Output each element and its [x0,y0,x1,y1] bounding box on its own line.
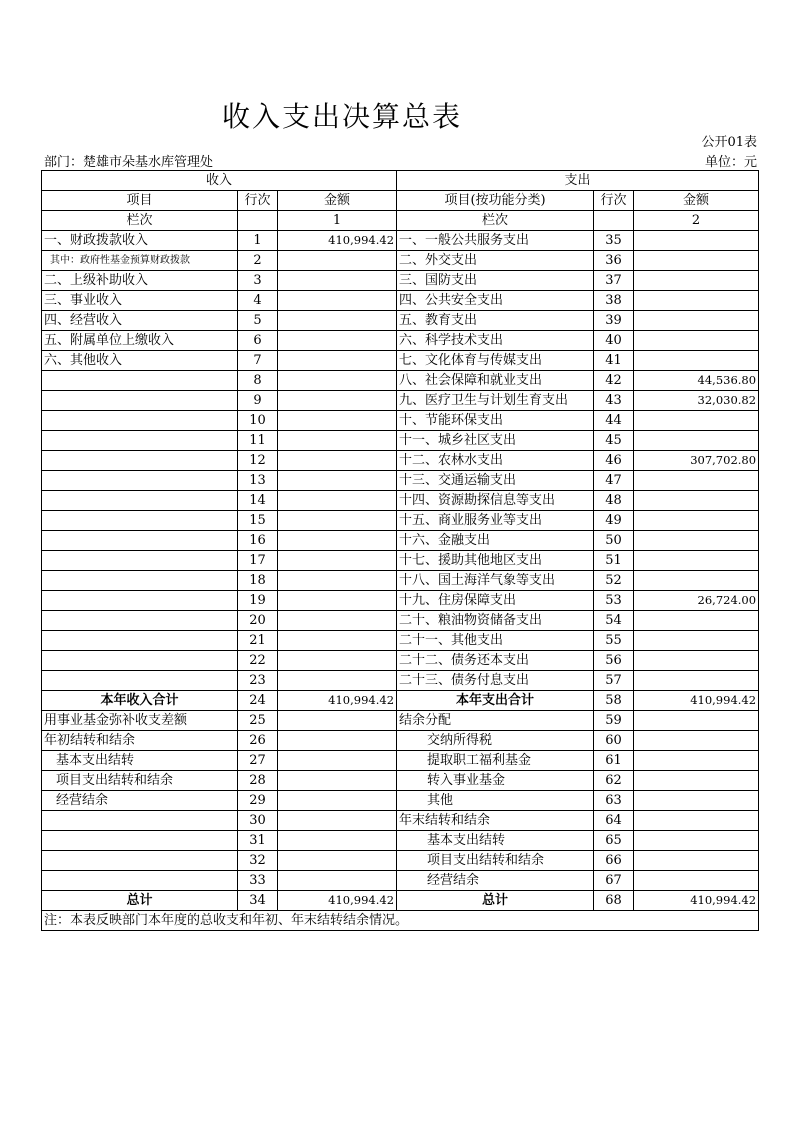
expense-item-cell: 十八、国土海洋气象等支出 [397,571,594,591]
income-item-cell [42,531,238,551]
income-amount-cell [278,651,397,671]
expense-amount-cell [634,831,759,851]
header-expense-amount: 金额 [634,191,759,211]
income-line-cell: 10 [238,411,278,431]
income-amount-cell [278,511,397,531]
income-item-cell [42,811,238,831]
expense-item-cell: 二、外交支出 [397,251,594,271]
income-item-cell [42,591,238,611]
income-item-cell: 三、事业收入 [42,291,238,311]
expense-amount-cell: 410,994.42 [634,891,759,911]
note-row [42,911,759,931]
table-row [42,731,759,751]
lanci-row [42,211,759,231]
income-line-cell: 4 [238,291,278,311]
expense-item-cell: 四、公共安全支出 [397,291,594,311]
expense-amount-cell: 410,994.42 [634,691,759,711]
income-expense-table [41,170,759,931]
income-line-cell: 17 [238,551,278,571]
table-row [42,611,759,631]
income-item-cell: 项目支出结转和结余 [42,771,238,791]
income-item-cell [42,431,238,451]
expense-amount-cell [634,851,759,871]
expense-line-cell: 66 [594,851,634,871]
income-amount-cell [278,811,397,831]
table-row [42,811,759,831]
income-amount-cell [278,371,397,391]
expense-line-cell: 41 [594,351,634,371]
income-line-cell: 29 [238,791,278,811]
table-row [42,311,759,331]
table-row [42,271,759,291]
expense-line-cell: 43 [594,391,634,411]
expense-item-cell: 十七、援助其他地区支出 [397,551,594,571]
expense-line-cell: 54 [594,611,634,631]
expense-line-cell: 39 [594,311,634,331]
income-item-cell: 本年收入合计 [42,691,238,711]
income-amount-cell [278,331,397,351]
expense-line-cell: 53 [594,591,634,611]
expense-line-cell: 60 [594,731,634,751]
income-line-cell: 6 [238,331,278,351]
lanci-number-1: 1 [278,211,397,231]
expense-amount-cell [634,291,759,311]
income-amount-cell [278,611,397,631]
expense-amount-cell: 26,724.00 [634,591,759,611]
income-amount-cell [278,831,397,851]
income-line-cell: 5 [238,311,278,331]
expense-line-cell: 37 [594,271,634,291]
income-amount-cell [278,291,397,311]
table-row [42,491,759,511]
income-amount-cell [278,631,397,651]
income-amount-cell [278,711,397,731]
income-item-cell [42,451,238,471]
expense-item-cell: 总计 [397,891,594,911]
expense-amount-cell [634,491,759,511]
expense-amount-cell [634,331,759,351]
income-amount-cell [278,571,397,591]
income-amount-cell [278,451,397,471]
lanci-number-2: 2 [634,211,759,231]
expense-amount-cell [634,571,759,591]
income-line-cell: 33 [238,871,278,891]
expense-amount-cell [634,471,759,491]
table-row [42,371,759,391]
income-item-cell [42,491,238,511]
expense-line-cell: 64 [594,811,634,831]
income-line-cell: 12 [238,451,278,471]
income-line-cell: 14 [238,491,278,511]
expense-line-cell: 35 [594,231,634,251]
expense-amount-cell [634,671,759,691]
income-item-cell [42,371,238,391]
income-line-cell: 18 [238,571,278,591]
income-amount-cell [278,731,397,751]
table-row [42,551,759,571]
form-code: 公开01表 [701,135,757,150]
income-item-cell [42,851,238,871]
income-item-cell [42,511,238,531]
income-line-cell: 15 [238,511,278,531]
income-line-cell: 8 [238,371,278,391]
income-item-cell: 六、其他收入 [42,351,238,371]
expense-item-cell: 八、社会保障和就业支出 [397,371,594,391]
income-item-cell [42,671,238,691]
income-line-cell: 24 [238,691,278,711]
expense-amount-cell [634,871,759,891]
income-item-cell: 四、经营收入 [42,311,238,331]
income-amount-cell [278,671,397,691]
lanci-label-income: 栏次 [42,211,238,231]
income-item-cell: 年初结转和结余 [42,731,238,751]
header-income-item: 项目 [42,191,238,211]
expense-item-cell: 一、一般公共服务支出 [397,231,594,251]
income-amount-cell [278,271,397,291]
table-row [42,351,759,371]
table-row [42,711,759,731]
expense-item-cell: 七、文化体育与传媒支出 [397,351,594,371]
table-row [42,231,759,251]
expense-line-cell: 58 [594,691,634,711]
income-line-cell: 30 [238,811,278,831]
income-amount-cell [278,391,397,411]
header-expense-item: 项目(按功能分类) [397,191,594,211]
income-line-cell: 23 [238,671,278,691]
expense-item-cell: 经营结余 [397,871,594,891]
expense-item-cell: 十六、金融支出 [397,531,594,551]
income-line-cell: 13 [238,471,278,491]
income-line-cell: 16 [238,531,278,551]
income-amount-cell [278,791,397,811]
expense-line-cell: 42 [594,371,634,391]
income-amount-cell [278,491,397,511]
income-item-cell [42,571,238,591]
expense-line-cell: 59 [594,711,634,731]
lanci-empty-expense [594,211,634,231]
table-row [42,851,759,871]
table-row [42,751,759,771]
expense-amount-cell [634,231,759,251]
expense-amount-cell [634,431,759,451]
income-item-cell [42,631,238,651]
income-item-cell: 二、上级补助收入 [42,271,238,291]
expense-item-cell: 二十一、其他支出 [397,631,594,651]
income-line-cell: 1 [238,231,278,251]
table-row [42,791,759,811]
income-amount-cell [278,411,397,431]
expense-line-cell: 63 [594,791,634,811]
header-income-line: 行次 [238,191,278,211]
expense-amount-cell: 44,536.80 [634,371,759,391]
income-item-cell: 经营结余 [42,791,238,811]
expense-item-cell: 六、科学技术支出 [397,331,594,351]
table-row [42,651,759,671]
expense-item-cell: 十九、住房保障支出 [397,591,594,611]
expense-section-header: 支出 [397,171,759,191]
income-item-cell [42,391,238,411]
expense-item-cell: 年末结转和结余 [397,811,594,831]
income-amount-cell [278,751,397,771]
expense-amount-cell [634,751,759,771]
expense-item-cell: 提取职工福利基金 [397,751,594,771]
expense-line-cell: 48 [594,491,634,511]
header-expense-line: 行次 [594,191,634,211]
table-row [42,831,759,851]
income-item-cell [42,871,238,891]
income-line-cell: 3 [238,271,278,291]
expense-line-cell: 49 [594,511,634,531]
expense-line-cell: 44 [594,411,634,431]
expense-item-cell: 五、教育支出 [397,311,594,331]
expense-line-cell: 62 [594,771,634,791]
expense-amount-cell [634,311,759,331]
expense-item-cell: 本年支出合计 [397,691,594,711]
table-row [42,671,759,691]
income-line-cell: 20 [238,611,278,631]
income-line-cell: 11 [238,431,278,451]
expense-item-cell: 转入事业基金 [397,771,594,791]
expense-line-cell: 40 [594,331,634,351]
expense-amount-cell [634,731,759,751]
expense-amount-cell [634,811,759,831]
expense-item-cell: 二十二、债务还本支出 [397,651,594,671]
income-line-cell: 28 [238,771,278,791]
expense-item-cell: 十三、交通运输支出 [397,471,594,491]
expense-line-cell: 45 [594,431,634,451]
lanci-label-expense: 栏次 [397,211,594,231]
table-row [42,891,759,911]
expense-amount-cell [634,511,759,531]
header-income-amount: 金额 [278,191,397,211]
income-amount-cell: 410,994.42 [278,691,397,711]
income-item-cell [42,551,238,571]
expense-item-cell: 基本支出结转 [397,831,594,851]
income-item-cell [42,651,238,671]
income-item-cell: 五、附属单位上缴收入 [42,331,238,351]
expense-item-cell: 十五、商业服务业等支出 [397,511,594,531]
expense-amount-cell: 32,030.82 [634,391,759,411]
income-amount-cell [278,591,397,611]
income-amount-cell [278,871,397,891]
income-line-cell: 27 [238,751,278,771]
section-header-row [42,171,759,191]
income-line-cell: 22 [238,651,278,671]
income-item-cell: 用事业基金弥补收支差额 [42,711,238,731]
income-amount-cell [278,311,397,331]
income-item-cell [42,831,238,851]
income-amount-cell [278,251,397,271]
page-title: 收入支出决算总表 [222,100,463,133]
expense-line-cell: 67 [594,871,634,891]
expense-amount-cell [634,271,759,291]
expense-amount-cell [634,551,759,571]
table-row [42,631,759,651]
income-amount-cell [278,551,397,571]
income-item-cell: 基本支出结转 [42,751,238,771]
expense-item-cell: 二十、粮油物资储备支出 [397,611,594,631]
expense-amount-cell [634,651,759,671]
expense-item-cell: 交纳所得税 [397,731,594,751]
income-line-cell: 34 [238,891,278,911]
expense-amount-cell: 307,702.80 [634,451,759,471]
income-line-cell: 9 [238,391,278,411]
expense-amount-cell [634,531,759,551]
expense-item-cell: 十一、城乡社区支出 [397,431,594,451]
column-header-row [42,191,759,211]
department-label: 部门：楚雄市朵基水库管理处 [44,155,214,170]
income-line-cell: 7 [238,351,278,371]
expense-amount-cell [634,771,759,791]
expense-item-cell: 十二、农林水支出 [397,451,594,471]
table-row [42,451,759,471]
income-amount-cell [278,351,397,371]
unit-label: 单位：元 [704,155,757,170]
income-line-cell: 25 [238,711,278,731]
table-row [42,411,759,431]
table-row [42,431,759,451]
income-item-cell [42,411,238,431]
income-item-cell: 总计 [42,891,238,911]
income-section-header: 收入 [42,171,397,191]
table-row [42,291,759,311]
income-item-cell: 其中：政府性基金预算财政拨款 [42,251,238,271]
expense-item-cell: 九、医疗卫生与计划生育支出 [397,391,594,411]
table-row [42,691,759,711]
expense-line-cell: 36 [594,251,634,271]
expense-amount-cell [634,251,759,271]
table-row [42,531,759,551]
expense-line-cell: 55 [594,631,634,651]
income-item-cell [42,471,238,491]
table-row [42,771,759,791]
expense-line-cell: 51 [594,551,634,571]
expense-line-cell: 65 [594,831,634,851]
table-note: 注：本表反映部门本年度的总收支和年初、年末结转结余情况。 [42,911,759,931]
expense-amount-cell [634,791,759,811]
table-row [42,591,759,611]
expense-item-cell: 二十三、债务付息支出 [397,671,594,691]
expense-line-cell: 61 [594,751,634,771]
expense-line-cell: 47 [594,471,634,491]
table-row [42,511,759,531]
income-line-cell: 32 [238,851,278,871]
expense-line-cell: 57 [594,671,634,691]
income-amount-cell [278,851,397,871]
expense-amount-cell [634,351,759,371]
expense-amount-cell [634,631,759,651]
income-line-cell: 26 [238,731,278,751]
income-amount-cell [278,471,397,491]
table-row [42,871,759,891]
table-row [42,251,759,271]
table-row [42,571,759,591]
income-line-cell: 31 [238,831,278,851]
income-line-cell: 19 [238,591,278,611]
expense-item-cell: 十四、资源勘探信息等支出 [397,491,594,511]
expense-line-cell: 46 [594,451,634,471]
expense-item-cell: 项目支出结转和结余 [397,851,594,871]
income-item-cell [42,611,238,631]
expense-item-cell: 十、节能环保支出 [397,411,594,431]
table-row [42,391,759,411]
income-amount-cell [278,771,397,791]
expense-line-cell: 50 [594,531,634,551]
expense-amount-cell [634,411,759,431]
income-amount-cell: 410,994.42 [278,891,397,911]
expense-item-cell: 结余分配 [397,711,594,731]
lanci-empty-income [238,211,278,231]
expense-line-cell: 52 [594,571,634,591]
expense-line-cell: 38 [594,291,634,311]
expense-amount-cell [634,711,759,731]
income-amount-cell [278,431,397,451]
income-item-cell: 一、财政拨款收入 [42,231,238,251]
expense-line-cell: 68 [594,891,634,911]
table-row [42,331,759,351]
expense-item-cell: 三、国防支出 [397,271,594,291]
income-line-cell: 21 [238,631,278,651]
income-amount-cell: 410,994.42 [278,231,397,251]
table-row [42,471,759,491]
expense-item-cell: 其他 [397,791,594,811]
expense-amount-cell [634,611,759,631]
income-line-cell: 2 [238,251,278,271]
income-amount-cell [278,531,397,551]
expense-line-cell: 56 [594,651,634,671]
